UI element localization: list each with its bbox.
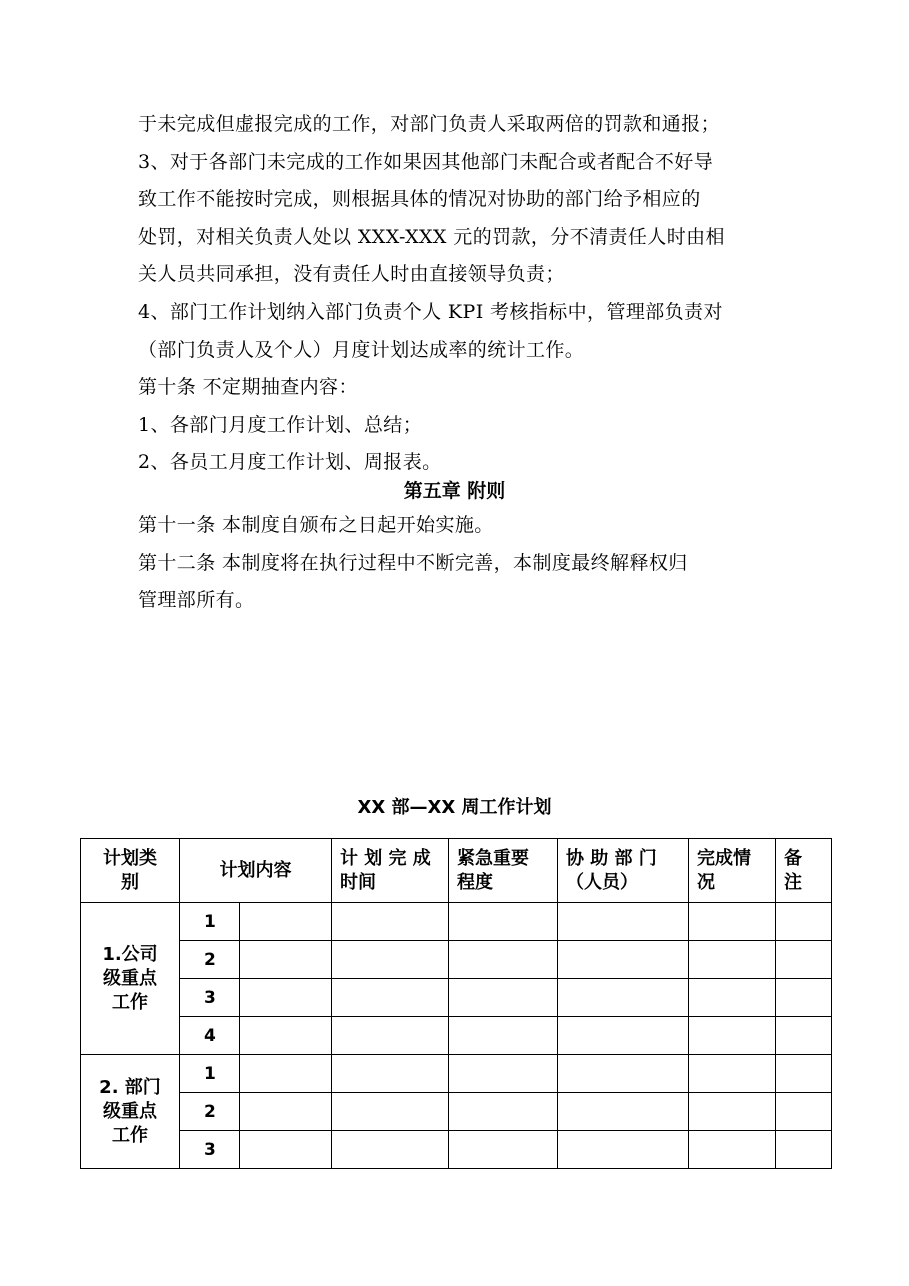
status-cell[interactable]: [689, 1093, 776, 1131]
category-text: 1.公司: [102, 943, 158, 965]
priority-cell[interactable]: [449, 979, 558, 1017]
note-cell[interactable]: [776, 979, 832, 1017]
status-cell[interactable]: [689, 903, 776, 941]
header-time: [332, 839, 449, 903]
content-cell[interactable]: [240, 1131, 332, 1169]
table-row: [81, 1093, 832, 1131]
closing-line: 第十二条 本制度将在执行过程中不断完善，本制度最终解释权归: [138, 551, 688, 574]
header-text: 况: [697, 871, 715, 893]
priority-cell[interactable]: [449, 1093, 558, 1131]
note-cell[interactable]: [776, 903, 832, 941]
body-line: 关人员共同承担，没有责任人时由直接领导负责；: [138, 263, 565, 286]
note-cell[interactable]: [776, 1131, 832, 1169]
body-line: 第十条 不定期抽查内容：: [138, 376, 358, 399]
closing-line: 管理部所有。: [138, 589, 255, 612]
priority-cell[interactable]: [449, 1055, 558, 1093]
header-status: [689, 839, 776, 903]
row-number: 2: [180, 1093, 240, 1131]
header-text: 程度: [457, 871, 493, 893]
table-title: XX 部—XX 周工作计划: [357, 797, 552, 818]
priority-cell[interactable]: [449, 903, 558, 941]
table-row: [81, 1131, 832, 1169]
body-line: 2、各员工月度工作计划、周报表。: [138, 451, 442, 474]
assist-cell[interactable]: [558, 1093, 689, 1131]
status-cell[interactable]: [689, 1017, 776, 1055]
note-cell[interactable]: [776, 1055, 832, 1093]
body-text: [138, 106, 778, 482]
row-number: 3: [180, 979, 240, 1017]
closing-line: 第十一条 本制度自颁布之日起开始实施。: [138, 514, 494, 536]
row-number: 2: [180, 941, 240, 979]
chapter-title: 第五章 附则: [403, 480, 506, 502]
body-line: 1、各部门月度工作计划、总结；: [138, 413, 423, 436]
body-line: 致工作不能按时完成，则根据具体的情况对协助的部门给予相应的: [138, 188, 701, 211]
header-text: 计 划 完 成: [340, 847, 431, 869]
time-cell[interactable]: [332, 1055, 449, 1093]
closing-text: [138, 507, 778, 620]
header-text: 备: [784, 847, 802, 869]
priority-cell[interactable]: [449, 941, 558, 979]
row-number: 4: [180, 1017, 240, 1055]
category-cell: [81, 1055, 180, 1169]
table-header-row: [81, 839, 832, 903]
header-category: [81, 839, 180, 903]
content-cell[interactable]: [240, 979, 332, 1017]
content-cell[interactable]: [240, 941, 332, 979]
body-line: 于未完成但虚报完成的工作，对部门负责人采取两倍的罚款和通报；: [138, 113, 721, 135]
header-note: [776, 839, 832, 903]
category-text: 级重点: [103, 1100, 157, 1122]
assist-cell[interactable]: [558, 941, 689, 979]
table-row: [81, 1055, 832, 1093]
table-row: [81, 903, 832, 941]
header-content: 计划内容: [180, 839, 332, 903]
row-number: 1: [180, 903, 240, 941]
content-cell[interactable]: [240, 1055, 332, 1093]
body-line: （部门负责人及个人）月度计划达成率的统计工作。: [138, 338, 585, 361]
header-text: 计划类: [103, 847, 157, 869]
assist-cell[interactable]: [558, 979, 689, 1017]
assist-cell[interactable]: [558, 1131, 689, 1169]
row-number: 1: [180, 1055, 240, 1093]
body-line: 处罚，对相关负责人处以 XXX-XXX 元的罚款，分不清责任人时由相: [138, 225, 725, 248]
category-cell: [81, 903, 180, 1055]
category-text: 工作: [112, 1124, 148, 1146]
time-cell[interactable]: [332, 1017, 449, 1055]
time-cell[interactable]: [332, 1093, 449, 1131]
category-text: 2. 部门: [99, 1076, 161, 1098]
time-cell[interactable]: [332, 979, 449, 1017]
header-assist: [558, 839, 689, 903]
table-row: [81, 979, 832, 1017]
table-row: [81, 1017, 832, 1055]
priority-cell[interactable]: [449, 1131, 558, 1169]
assist-cell[interactable]: [558, 1017, 689, 1055]
weekly-plan-table: [80, 838, 832, 1169]
header-text: 紧急重要: [457, 847, 529, 869]
assist-cell[interactable]: [558, 903, 689, 941]
note-cell[interactable]: [776, 1093, 832, 1131]
note-cell[interactable]: [776, 941, 832, 979]
body-line: 3、对于各部门未完成的工作如果因其他部门未配合或者配合不好导: [138, 150, 714, 173]
time-cell[interactable]: [332, 1131, 449, 1169]
time-cell[interactable]: [332, 941, 449, 979]
content-cell[interactable]: [240, 903, 332, 941]
header-priority: [449, 839, 558, 903]
status-cell[interactable]: [689, 979, 776, 1017]
assist-cell[interactable]: [558, 1055, 689, 1093]
header-text: 时间: [340, 871, 376, 893]
status-cell[interactable]: [689, 1131, 776, 1169]
body-line: 4、部门工作计划纳入部门负责个人 KPI 考核指标中，管理部负责对: [138, 300, 723, 323]
header-text: 注: [784, 871, 802, 893]
priority-cell[interactable]: [449, 1017, 558, 1055]
header-text: 协 助 部 门: [566, 847, 657, 869]
note-cell[interactable]: [776, 1017, 832, 1055]
table-row: [81, 941, 832, 979]
header-text: 完成情: [697, 847, 751, 869]
content-cell[interactable]: [240, 1093, 332, 1131]
row-number: 3: [180, 1131, 240, 1169]
status-cell[interactable]: [689, 941, 776, 979]
header-text: 别: [121, 871, 139, 893]
content-cell[interactable]: [240, 1017, 332, 1055]
status-cell[interactable]: [689, 1055, 776, 1093]
time-cell[interactable]: [332, 903, 449, 941]
category-text: 工作: [112, 991, 148, 1013]
category-text: 级重点: [103, 967, 157, 989]
header-text: （人员）: [566, 871, 638, 893]
